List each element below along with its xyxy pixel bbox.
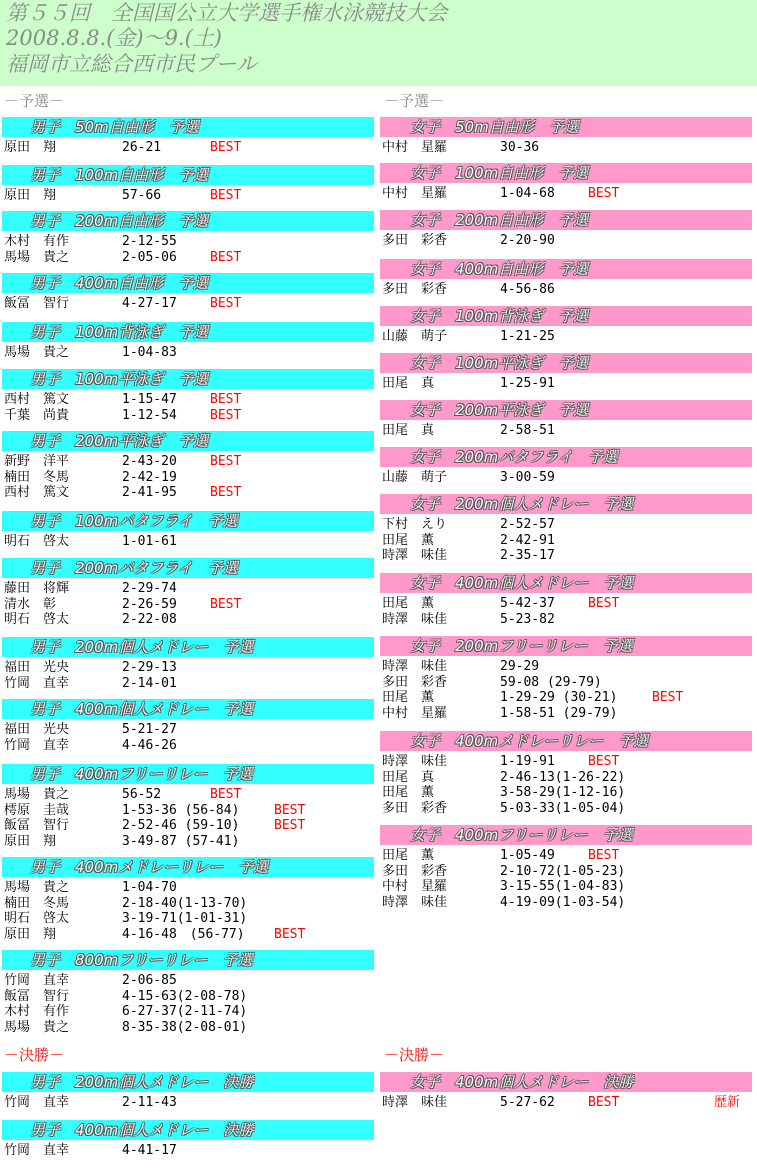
swimmer-name: 竹岡 直幸	[4, 973, 70, 988]
swimmer-name: 福田 光央	[4, 722, 70, 737]
final-heading-right: －決勝－	[384, 1046, 445, 1064]
result-row	[2, 896, 374, 912]
meet-dates: 2008.8.8.(金)～9.(土)	[6, 26, 222, 50]
result-row	[2, 234, 374, 250]
result-time: 3-15-55(1-04-83)	[500, 879, 626, 895]
best-mark: BEST	[652, 690, 684, 706]
result-time: 8-35-38(2-08-01)	[122, 1019, 248, 1035]
swimmer-name: 原田 翔	[4, 833, 57, 849]
best-mark: BEST	[274, 802, 306, 818]
swimmer-name: 時澤 味佳	[382, 659, 448, 674]
swimmer-name: 明石 啓太	[4, 911, 70, 927]
result-row	[2, 597, 374, 613]
result-time: 2-29-74	[122, 581, 177, 596]
swimmer-name: 木村 有作	[4, 1004, 70, 1020]
result-row	[2, 834, 374, 850]
swimmer-name: 西村 篤文	[4, 392, 70, 407]
swimmer-name: 竹岡 直幸	[4, 737, 70, 753]
event-title-bar: 女子 400m自由形 予選	[380, 259, 752, 279]
swimmer-name: 時澤 味佳	[382, 548, 448, 564]
event-title-bar: 女子 400mメドレーリレー 予選	[380, 731, 752, 751]
swimmer-name: 山藤 萌子	[382, 470, 448, 485]
event-title-bar: 男子 400mフリーリレー 予選	[2, 764, 374, 784]
result-time: 4-46-26	[122, 737, 177, 753]
swimmer-name: 原田 翔	[4, 188, 57, 203]
result-row	[2, 534, 374, 550]
best-mark: BEST	[210, 485, 242, 501]
result-time: 1-04-70	[122, 880, 177, 895]
swimmer-name: 飯冨 智行	[4, 988, 70, 1004]
result-row	[380, 879, 752, 895]
result-row	[2, 485, 374, 501]
result-time: 2-26-59	[122, 596, 177, 612]
prelim-heading-left: －予選－	[4, 92, 65, 110]
swimmer-name: 飯冨 智行	[4, 296, 70, 311]
swimmer-name: 田尾 薫	[382, 596, 435, 611]
best-mark: BEST	[588, 754, 620, 769]
swimmer-name: 藤田 将輝	[4, 581, 70, 596]
swimmer-name: 中村 星羅	[382, 705, 448, 721]
result-row	[2, 454, 374, 470]
best-mark: BEST	[274, 926, 306, 942]
result-time: 1-53-36 (56-84)	[122, 802, 240, 818]
swimmer-name: 楠田 冬馬	[4, 895, 70, 911]
result-row	[2, 722, 374, 738]
best-mark: BEST	[588, 1095, 620, 1110]
event-title-bar: 男子 200m自由形 予選	[2, 211, 374, 231]
swimmer-name: 中村 星羅	[382, 879, 448, 895]
event-title-bar: 男子 50m自由形 予選	[2, 117, 374, 137]
result-time: 2-42-19	[122, 469, 177, 485]
result-row	[2, 250, 374, 266]
best-mark: BEST	[210, 787, 242, 802]
result-time: 1-58-51 (29-79)	[500, 705, 618, 721]
record-mark: 歴新	[714, 1095, 741, 1110]
best-mark: BEST	[210, 140, 242, 155]
result-time: 4-15-63(2-08-78)	[122, 988, 248, 1004]
event-title-bar: 女子 200mフリーリレー 予選	[380, 636, 752, 656]
result-row	[380, 548, 752, 564]
result-row	[380, 233, 752, 249]
event-title-bar: 男子 400m個人メドレー 決勝	[2, 1120, 374, 1140]
result-time: 1-15-47	[122, 392, 177, 407]
swimmer-name: 木村 有作	[4, 234, 70, 249]
result-row	[380, 140, 752, 156]
event-title-bar: 女子 50m自由形 予選	[380, 117, 752, 137]
result-time: 1-21-25	[500, 329, 555, 344]
result-row	[2, 1020, 374, 1036]
best-mark: BEST	[210, 392, 242, 407]
result-row	[2, 973, 374, 989]
swimmer-name: 時澤 味佳	[382, 1095, 448, 1110]
result-row	[380, 864, 752, 880]
result-time: 3-19-71(1-01-31)	[122, 911, 248, 927]
event-title-bar: 女子 200m個人メドレー 予選	[380, 494, 752, 514]
swimmer-name: 中村 星羅	[382, 186, 448, 201]
result-time: 30-36	[500, 140, 540, 155]
best-mark: BEST	[210, 596, 242, 612]
result-row	[2, 392, 374, 408]
result-time: 4-56-86	[500, 282, 555, 297]
swimmer-name: 馬場 貴之	[4, 880, 70, 895]
result-row	[380, 596, 752, 612]
result-time: 1-05-49	[500, 848, 555, 863]
result-time: 2-43-20	[122, 454, 177, 469]
result-time: 1-12-54	[122, 407, 177, 423]
swimmer-name: 山藤 萌子	[382, 329, 448, 344]
result-row	[380, 785, 752, 801]
swimmer-name: 福田 光央	[4, 660, 70, 675]
event-title-bar: 男子 200m平泳ぎ 予選	[2, 431, 374, 451]
result-time: 2-05-06	[122, 249, 177, 265]
swimmer-name: 馬場 貴之	[4, 345, 70, 360]
swimmer-name: 原田 翔	[4, 926, 57, 942]
event-title-bar: 女子 200mバタフライ 予選	[380, 447, 752, 467]
result-time: 59-08 (29-79)	[500, 674, 602, 690]
result-row	[2, 880, 374, 896]
result-row	[380, 1095, 752, 1111]
result-time: 2-22-08	[122, 612, 177, 628]
best-mark: BEST	[210, 454, 242, 469]
result-time: 2-14-01	[122, 675, 177, 691]
result-time: 5-27-62	[500, 1095, 555, 1110]
result-row	[380, 706, 752, 722]
result-row	[2, 738, 374, 754]
swimmer-name: 田尾 真	[382, 769, 435, 785]
result-time: 2-10-72(1-05-23)	[500, 863, 626, 879]
result-time: 2-20-90	[500, 233, 555, 248]
result-time: 5-23-82	[500, 611, 555, 627]
swimmer-name: 多田 彩香	[382, 674, 448, 690]
event-title-bar: 男子 100m背泳ぎ 予選	[2, 322, 374, 342]
result-time: 4-27-17	[122, 296, 177, 311]
result-row	[2, 660, 374, 676]
result-time: 26-21	[122, 140, 162, 155]
event-title-bar: 女子 400mフリーリレー 予選	[380, 825, 752, 845]
swimmer-name: 千葉 尚貴	[4, 407, 70, 423]
event-title-bar: 女子 400m個人メドレー 決勝	[380, 1072, 752, 1092]
result-time: 2-35-17	[500, 548, 555, 564]
swimmer-name: 竹岡 直幸	[4, 1143, 70, 1158]
event-title-bar: 男子 400mメドレーリレー 予選	[2, 857, 374, 877]
result-row	[2, 676, 374, 692]
result-time: 2-12-55	[122, 234, 177, 249]
result-row	[380, 423, 752, 439]
event-title-bar: 女子 400m個人メドレー 予選	[380, 573, 752, 593]
result-row	[380, 329, 752, 345]
best-mark: BEST	[588, 848, 620, 863]
result-row	[2, 140, 374, 156]
swimmer-name: 田尾 薫	[382, 848, 435, 863]
best-mark: BEST	[588, 596, 620, 611]
swimmer-name: 清水 彰	[4, 596, 57, 612]
result-time: 2-06-85	[122, 973, 177, 988]
result-row	[2, 911, 374, 927]
event-title-bar: 女子 200m自由形 予選	[380, 210, 752, 230]
result-row	[2, 803, 374, 819]
result-row	[380, 186, 752, 202]
result-time: 1-29-29 (30-21)	[500, 690, 618, 706]
swimmer-name: 新野 洋平	[4, 454, 70, 469]
result-row	[380, 659, 752, 675]
swimmer-name: 馬場 貴之	[4, 787, 70, 802]
swimmer-name: 田尾 薫	[382, 532, 435, 548]
swimmer-name: 馬場 貴之	[4, 1019, 70, 1035]
result-row	[380, 801, 752, 817]
event-title-bar: 男子 200mバタフライ 予選	[2, 558, 374, 578]
swimmer-name: 中村 星羅	[382, 140, 448, 155]
event-title-bar: 男子 100m自由形 予選	[2, 165, 374, 185]
swimmer-name: 明石 啓太	[4, 612, 70, 628]
event-title-bar: 男子 800mフリーリレー 予選	[2, 950, 374, 970]
swimmer-name: 多田 彩香	[382, 800, 448, 816]
event-title-bar: 男子 400m個人メドレー 予選	[2, 699, 374, 719]
event-title-bar: 男子 200m個人メドレー 決勝	[2, 1072, 374, 1092]
event-title-bar: 女子 100m平泳ぎ 予選	[380, 353, 752, 373]
result-row	[380, 376, 752, 392]
result-row	[380, 533, 752, 549]
best-mark: BEST	[210, 407, 242, 423]
result-time: 5-42-37	[500, 596, 555, 611]
swimmer-name: 竹岡 直幸	[4, 1095, 70, 1110]
result-row	[2, 927, 374, 943]
result-row	[380, 282, 752, 298]
result-row	[380, 612, 752, 628]
swimmer-name: 多田 彩香	[382, 282, 448, 297]
swimmer-name: 田尾 薫	[382, 690, 435, 706]
result-time: 2-46-13(1-26-22)	[500, 769, 626, 785]
result-row	[2, 612, 374, 628]
swimmer-name: 明石 啓太	[4, 534, 70, 549]
result-row	[2, 1004, 374, 1020]
swimmer-name: 下村 えり	[382, 517, 448, 532]
result-row	[380, 895, 752, 911]
best-mark: BEST	[274, 818, 306, 834]
swimmer-name: 樗原 圭哉	[4, 802, 70, 818]
result-time: 1-04-83	[122, 345, 177, 360]
swimmer-name: 馬場 貴之	[4, 249, 70, 265]
swimmer-name: 田尾 薫	[382, 785, 435, 801]
best-mark: BEST	[210, 296, 242, 311]
best-mark: BEST	[210, 249, 242, 265]
result-time: 3-49-87 (57-41)	[122, 833, 240, 849]
result-time: 56-52	[122, 787, 162, 802]
result-row	[2, 408, 374, 424]
result-row	[2, 345, 374, 361]
result-time: 1-04-68	[500, 186, 555, 201]
swimmer-name: 多田 彩香	[382, 233, 448, 248]
result-time: 1-19-91	[500, 754, 555, 769]
event-title-bar: 男子 200m個人メドレー 予選	[2, 637, 374, 657]
swimmer-name: 飯冨 智行	[4, 818, 70, 834]
result-row	[2, 188, 374, 204]
swimmer-name: 時澤 味佳	[382, 894, 448, 910]
meet-venue: 福岡市立総合西市民プール	[6, 52, 257, 76]
result-row	[380, 517, 752, 533]
result-time: 2-11-43	[122, 1095, 177, 1110]
swimmer-name: 西村 篤文	[4, 485, 70, 501]
result-row	[380, 675, 752, 691]
result-row	[2, 581, 374, 597]
result-row	[380, 754, 752, 770]
result-row	[2, 470, 374, 486]
best-mark: BEST	[210, 188, 242, 203]
swimmer-name: 田尾 真	[382, 376, 435, 391]
swimmer-name: 時澤 味佳	[382, 611, 448, 627]
result-time: 2-58-51	[500, 423, 555, 438]
swimmer-name: 楠田 冬馬	[4, 469, 70, 485]
best-mark: BEST	[588, 186, 620, 201]
result-time: 29-29	[500, 659, 540, 674]
result-row	[2, 1095, 374, 1111]
event-title-bar: 女子 200m平泳ぎ 予選	[380, 400, 752, 420]
result-time: 4-41-17	[122, 1143, 177, 1158]
event-title-bar: 男子 100mバタフライ 予選	[2, 511, 374, 531]
swimmer-name: 多田 彩香	[382, 863, 448, 879]
result-time: 2-42-91	[500, 532, 555, 548]
header-banner	[0, 0, 757, 86]
result-time: 4-16-48 (56-77)	[122, 926, 245, 942]
result-time: 5-21-27	[122, 722, 177, 737]
swimmer-name: 原田 翔	[4, 140, 57, 155]
result-row	[380, 470, 752, 486]
result-time: 2-18-40(1-13-70)	[122, 895, 248, 911]
result-row	[2, 296, 374, 312]
meet-title: 第５５回 全国国公立大学選手権水泳競技大会	[6, 1, 447, 25]
result-time: 6-27-37(2-11-74)	[122, 1004, 248, 1020]
final-heading-left: －決勝－	[4, 1046, 65, 1064]
event-title-bar: 女子 100m背泳ぎ 予選	[380, 306, 752, 326]
swimmer-name: 竹岡 直幸	[4, 675, 70, 691]
result-time: 2-52-46 (59-10)	[122, 818, 240, 834]
swimmer-name: 田尾 真	[382, 423, 435, 438]
swimmer-name: 時澤 味佳	[382, 754, 448, 769]
result-time: 3-00-59	[500, 470, 555, 485]
result-time: 2-52-57	[500, 517, 555, 532]
result-time: 4-19-09(1-03-54)	[500, 894, 626, 910]
result-time: 57-66	[122, 188, 162, 203]
result-row	[2, 787, 374, 803]
result-time: 5-03-33(1-05-04)	[500, 800, 626, 816]
result-row	[2, 1143, 374, 1159]
result-row	[380, 848, 752, 864]
event-title-bar: 男子 100m平泳ぎ 予選	[2, 369, 374, 389]
result-row	[380, 690, 752, 706]
result-time: 1-01-61	[122, 534, 177, 549]
prelim-heading-right: －予選－	[384, 92, 445, 110]
result-time: 1-25-91	[500, 376, 555, 391]
event-title-bar: 女子 100m自由形 予選	[380, 163, 752, 183]
result-row	[380, 770, 752, 786]
result-row	[2, 818, 374, 834]
event-title-bar: 男子 400m自由形 予選	[2, 273, 374, 293]
result-row	[2, 989, 374, 1005]
result-time: 2-29-13	[122, 660, 177, 675]
result-time: 2-41-95	[122, 485, 177, 501]
result-time: 3-58-29(1-12-16)	[500, 785, 626, 801]
